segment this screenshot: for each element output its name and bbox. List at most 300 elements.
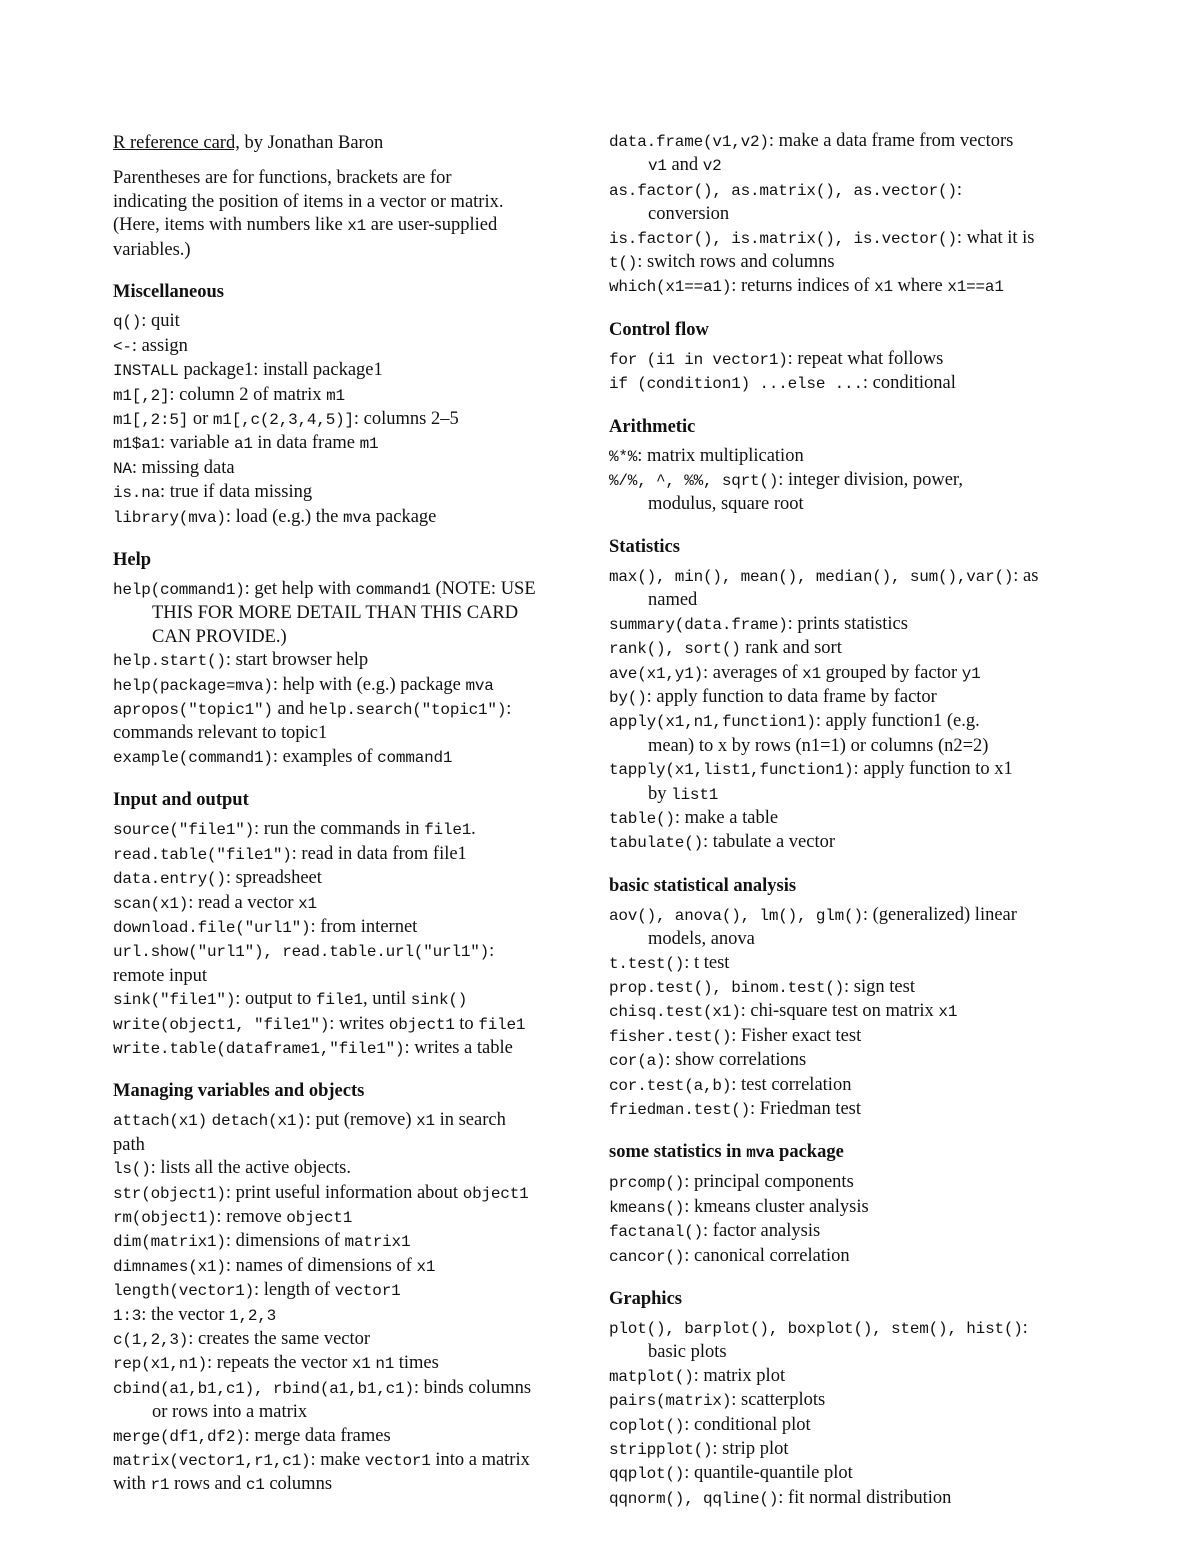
description-text: : test correlation [731,1074,852,1095]
code-text: dim(matrix1) [113,1233,226,1252]
intro-line [113,167,593,191]
entry-line [113,818,593,842]
entry-line [609,372,1089,396]
code-text: kmeans() [609,1198,685,1217]
code-text: t.test() [609,954,685,973]
code-text: NA [113,459,132,478]
code-text: is.na [113,484,161,503]
entry-line [113,1206,593,1230]
section [609,1140,1089,1269]
entry-line [113,1109,593,1133]
description-text: where [892,276,948,297]
description-text: or [188,409,213,429]
section [113,548,593,770]
description-text: to [454,1013,479,1034]
section [609,535,1089,856]
section-heading: Miscellaneous [113,282,224,303]
description-text: grouped by factor [820,662,962,683]
description-text: : length of [254,1280,335,1301]
code-text: vector1 [334,1282,401,1301]
entry-line [113,1449,593,1473]
description-text: commands relevant to topic1 [113,723,328,744]
description-text: modulus, square root [648,494,804,515]
code-text: plot(), barplot(), boxplot(), stem(), hist() [609,1320,1023,1339]
code-text: merge(df1,df2) [113,1427,245,1446]
description-text: : read in data from file1 [291,843,467,864]
section [609,874,1089,1123]
code-text: read.table("file1") [113,845,292,864]
description-text: , until [362,989,411,1010]
description-text: and [272,699,309,720]
description-text: are user-supplied [366,215,498,236]
description-text: : spreadsheet [225,868,322,889]
code-text: INSTALL [113,362,179,381]
description-text: : matrix multiplication [637,445,804,466]
entry-line [113,1013,593,1037]
code-text: str(object1) [113,1184,226,1203]
code-text: is.factor(), is.matrix(), is.vector() [609,229,957,248]
entry-line [609,976,1089,1000]
description-text: with [113,1474,151,1495]
card-title [113,130,593,156]
section-heading: basic statistical analysis [609,875,797,896]
description-text: : as [1013,565,1039,586]
code-text: n1 [375,1355,395,1374]
entry-line [609,952,1089,976]
description-text: : apply function1 (e.g. [815,711,980,732]
code-text: x1 [351,1355,371,1374]
description-text: : show correlations [665,1050,807,1071]
description-text: : print useful information about [225,1182,463,1203]
entry-line [113,335,593,359]
description-text: models, anova [648,929,755,950]
description-text: (Here, items with numbers like [113,215,348,236]
entry-line [113,1037,593,1061]
code-text: x1 [802,664,821,683]
description-text: : variable [160,433,234,454]
code-text: max(), min(), mean(), median(), sum(),var() [609,567,1014,586]
section-heading: Arithmetic [609,416,696,437]
code-text: if (condition1) ...else ... [609,375,863,394]
code-text: download.file("url1") [113,918,311,937]
code-text: example(command1) [113,748,273,767]
code-text: cor.test(a,b) [609,1076,732,1095]
entry-line [113,384,593,408]
entry-line [113,1352,593,1376]
entry-line [113,1425,593,1449]
description-text: named [648,590,698,611]
description-text: : make a table [674,807,779,828]
entry-line [609,735,1089,758]
description-text: conversion [648,204,730,225]
section-heading: Help [113,550,152,571]
code-text: file1 [478,1015,526,1034]
description-text: rows and [169,1474,246,1495]
code-text: friedman.test() [609,1101,751,1119]
description-text: package1: install package1 [178,360,383,381]
description-text: : missing data [131,457,235,478]
code-text: help.search("topic1") [308,701,507,720]
description-text: mean) to x by rows (n1=1) or columns (n2=2) [648,735,989,756]
description-text: : the vector [141,1304,230,1325]
code-text: r1 [150,1476,170,1495]
description-text: : quit [141,311,180,332]
code-text: table() [609,809,675,828]
description-text: : conditional [862,373,956,394]
section-heading: Input and output [113,790,249,811]
description-text: package [371,506,437,527]
description-text: : Fisher exact test [731,1025,862,1046]
description-text: and [666,155,703,176]
description-text: : apply function to x1 [853,759,1013,780]
left-column [113,130,593,1498]
description-text: : merge data frames [244,1425,391,1446]
section-heading: Control flow [609,319,709,340]
entry-line [113,359,593,383]
description-text: : averages of [703,662,803,683]
description-text: : returns indices of [731,276,875,297]
right-column [609,130,1089,1511]
description-text: basic plots [648,1342,727,1363]
entry-line [609,758,1089,782]
code-text: object1 [388,1015,455,1034]
entry-line [113,1328,593,1352]
code-text: tapply(x1,list1,function1) [609,761,854,780]
entry-line [113,649,593,673]
description-text: into a matrix [430,1450,530,1471]
entry-line [609,928,1089,951]
entry-line [113,432,593,456]
code-text: source("file1") [113,821,255,840]
description-text: : remove [216,1206,287,1227]
entry-line [113,626,593,649]
title-underlined: R reference card, [113,133,240,153]
code-text: t() [609,254,638,273]
description-text: : make a data frame from vectors [768,131,1014,151]
description-text: : t test [684,952,730,973]
description-text: Parentheses are for functions, brackets are for [113,168,452,188]
code-text: m1[,2:5] [113,411,189,429]
description-text: : (generalized) linear [862,904,1017,925]
code-text: file1 [315,991,363,1010]
entry-line [609,1438,1089,1462]
description-text: : column 2 of matrix [169,384,327,405]
entry-line [609,1341,1089,1364]
code-text: x1 [874,278,893,297]
code-text: help(package=mva) [113,676,273,695]
description-text: by [648,783,672,804]
description-text: : repeat what follows [787,348,944,369]
description-text: : Friedman test [750,1099,862,1119]
entry-line [609,637,1089,661]
code-text: rank(), sort() [609,640,741,659]
entry-line [609,493,1089,516]
code-text: apropos("topic1") [113,701,273,720]
code-text: summary(data.frame) [609,615,788,634]
description-text: : [956,179,962,200]
intro-line [113,191,593,215]
entry-line [609,686,1089,710]
entry-line [609,710,1089,734]
entry-line [609,348,1089,372]
description-text: : scatterplots [731,1390,826,1411]
intro-line [113,239,593,263]
code-text: c1 [245,1476,265,1495]
code-text: sink("file1") [113,991,236,1010]
code-text: chisq.test(x1) [609,1003,741,1022]
code-text: rep(x1,n1) [113,1355,208,1374]
entry-line [113,1157,593,1181]
description-text: path [113,1134,145,1155]
code-text: mva [465,676,494,695]
code-text: c(1,2,3) [113,1331,189,1349]
description-text: : prints statistics [787,613,908,634]
entry-line [113,988,593,1012]
left-sections [113,280,593,1497]
entry-line [609,1000,1089,1024]
entry-line [609,831,1089,855]
code-text: fisher.test() [609,1027,732,1046]
entry-line [609,807,1089,831]
title-author: by Jonathan Baron [239,133,384,153]
code-text: m1$a1 [113,435,161,454]
description-text: : read a vector [188,892,299,913]
description-text: : run the commands in [254,819,425,840]
entry-line [609,1171,1089,1195]
code-text: stripplot() [609,1441,713,1460]
code-text: object1 [286,1208,353,1227]
code-text: url.show("url1"), read.table.url("url1") [113,943,490,962]
code-text: %/%, ^, %%, sqrt() [609,472,779,491]
code-text: m1 [359,435,379,454]
description-text: : assign [131,335,188,356]
entry-line [113,1304,593,1328]
entry-line [609,662,1089,686]
entry-line [609,179,1089,203]
entry-line [609,589,1089,612]
description-text: : conditional plot [684,1414,811,1435]
entry-line [113,457,593,481]
entry-line [113,698,593,722]
description-text: : writes [329,1013,389,1034]
entry-line [113,674,593,698]
code-text: m1[,2] [113,386,170,405]
code-text: attach(x1) [113,1112,208,1131]
code-text: v1 [648,157,667,176]
entry-line [113,1255,593,1279]
description-text: : dimensions of [225,1231,345,1252]
code-text: m1[,c(2,3,4,5)] [212,411,354,429]
entry-line [113,602,593,625]
description-text: some statistics in [609,1142,747,1163]
entry-line [609,445,1089,469]
entry-line [609,565,1089,589]
entry-line [113,1401,593,1424]
entry-line [609,1414,1089,1438]
description-text: : [1022,1318,1028,1339]
entry-line [113,940,593,964]
description-text: : switch rows and columns [637,252,835,273]
description-text: : canonical correlation [684,1245,850,1266]
code-text: for (i1 in vector1) [609,350,788,369]
description-text: : true if data missing [160,482,313,503]
code-text: write.table(dataframe1,"file1") [113,1039,405,1058]
entry-line [113,1230,593,1254]
code-text: detach(x1) [211,1112,306,1131]
description-text: or rows into a matrix [152,1402,308,1423]
right-top-block [609,130,1089,300]
intro-line [113,214,593,239]
entry-line [609,904,1089,928]
section [609,415,1089,517]
code-text: prcomp() [609,1174,685,1193]
description-text: . [471,819,476,840]
code-text: ls() [113,1160,151,1179]
entry-line [609,1196,1089,1220]
description-text: (NOTE: USE [430,579,536,600]
code-text: a1 [233,435,253,454]
code-text: cbind(a1,b1,c1), rbind(a1,b1,c1) [113,1379,414,1398]
code-text: pairs(matrix) [609,1392,732,1411]
description-text: : tabulate a vector [703,832,836,853]
description-text: : names of dimensions of [225,1255,417,1276]
section-heading: Managing variables and objects [113,1081,365,1102]
code-text: file1 [424,821,472,840]
code-text: x1==a1 [947,278,1004,297]
code-text: which(x1==a1) [609,278,732,297]
description-text: : start browser help [225,650,369,671]
entry-line [609,227,1089,251]
entry-line [113,506,593,530]
entry-line [609,1317,1089,1341]
entry-line [113,1377,593,1401]
description-text: THIS FOR MORE DETAIL THAN THIS CARD [152,603,519,624]
description-text: : columns 2–5 [353,409,459,429]
description-text: : put (remove) [305,1110,417,1131]
entry-line [609,1098,1089,1122]
code-text: x1 [938,1003,958,1022]
code-text: qqnorm(), qqline() [609,1489,779,1508]
description-text: : [489,941,495,962]
description-text: : apply function to data frame by factor [646,686,937,707]
code-text: <- [113,337,132,356]
entry-line [609,130,1089,154]
section [113,1079,593,1498]
description-text: : writes a table [404,1037,513,1058]
description-text: : load (e.g.) the [225,506,343,527]
description-text: : [506,699,512,720]
intro-paragraph [113,167,593,262]
entry-line [113,867,593,891]
code-text: help.start() [113,652,226,671]
code-text: tabulate() [609,834,704,853]
entry-line [609,203,1089,226]
code-text: length(vector1) [113,1282,255,1301]
entry-line [113,722,593,745]
entry-line [113,843,593,867]
code-text: data.frame(v1,v2) [609,133,769,151]
description-text: : strip plot [712,1439,789,1460]
section [609,1287,1089,1511]
entry-line [113,408,593,432]
code-text: rm(object1) [113,1208,217,1227]
description-text: : integer division, power, [778,470,963,491]
code-text: x1 [416,1112,435,1131]
description-text: : quantile-quantile plot [684,1463,853,1484]
entry-line [609,613,1089,637]
code-text: v2 [702,157,722,176]
entry-line [609,1220,1089,1244]
description-text: : lists all the active objects. [150,1158,351,1179]
entry-line [609,154,1089,178]
entry-line [609,1049,1089,1073]
description-text: variables.) [113,239,191,260]
code-text: by() [609,688,647,707]
description-text: remote input [113,965,208,986]
code-text: mva [342,508,372,527]
code-text: m1 [326,386,345,405]
description-text: : binds columns [413,1377,532,1398]
code-text: x1 [347,217,367,236]
entry-line [113,578,593,602]
code-text: qqplot() [609,1465,685,1484]
section-heading: Graphics [609,1289,682,1310]
code-text: mva [746,1144,775,1163]
entry-line [609,1389,1089,1413]
code-text: cor(a) [609,1052,666,1071]
section-heading [609,1140,1089,1165]
entry-line [609,1462,1089,1486]
code-text: library(mva) [113,508,226,527]
description-text: CAN PROVIDE.) [152,626,287,647]
code-text: matrix1 [344,1233,411,1252]
description-text: : creates the same vector [188,1329,371,1349]
code-text: aov(), anova(), lm(), glm() [609,906,863,925]
entry-line [113,1134,593,1157]
right-sections [609,318,1089,1511]
description-text: : make [310,1450,365,1471]
code-text: matplot() [609,1367,694,1386]
code-text: prop.test(), binom.test() [609,978,845,997]
description-text: in data frame [252,433,360,454]
description-text: : matrix plot [693,1365,786,1386]
entry-line [609,1025,1089,1049]
description-text: : get help with [244,579,356,600]
description-text: in search [434,1110,506,1131]
code-text: 1,2,3 [229,1306,277,1325]
description-text: columns [264,1474,333,1495]
description-text: : output to [235,989,316,1010]
entry-line [609,1365,1089,1389]
description-text: : kmeans cluster analysis [684,1196,869,1217]
entry-line [609,783,1089,807]
description-text: : repeats the vector [207,1353,352,1374]
entry-line [113,310,593,334]
code-text: object1 [462,1184,529,1203]
description-text: : sign test [844,976,915,997]
code-text: x1 [416,1257,436,1276]
code-text: write(object1, "file1") [113,1015,330,1034]
code-text: factanal() [609,1223,704,1242]
code-text: sink() [410,991,468,1010]
description-text: indicating the position of items in a vector or matrix. [113,191,504,212]
section [609,318,1089,397]
entry-line [113,916,593,940]
entry-line [609,251,1089,275]
entry-line [113,1279,593,1303]
code-text: %*% [609,447,638,466]
description-text: : factor analysis [703,1221,821,1242]
